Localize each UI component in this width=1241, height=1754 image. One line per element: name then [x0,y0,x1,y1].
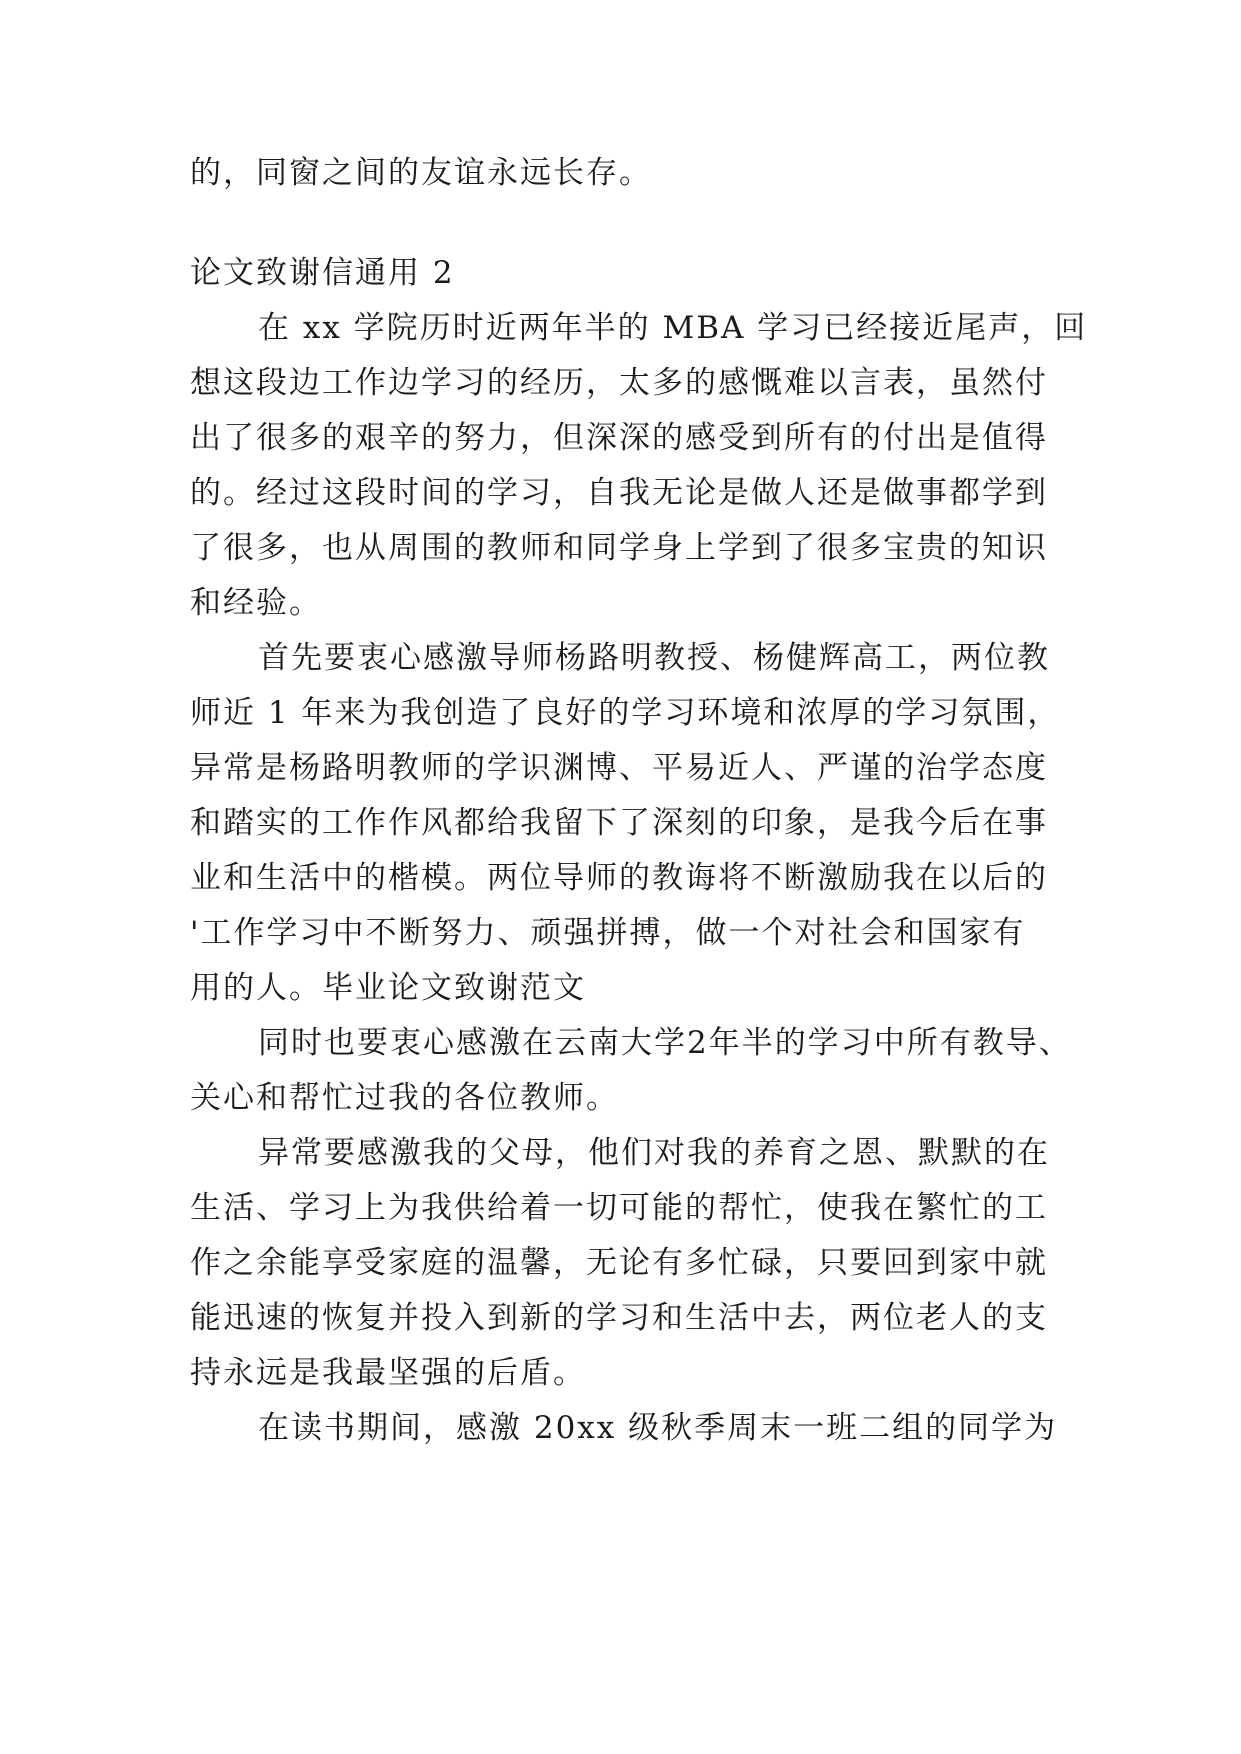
text-line: 的，同窗之间的友谊永远长存。 [190,155,652,191]
section-heading: 论文致谢信通用 2 [190,255,455,291]
text-line: 在 xx 学院历时近两年半的 MBA 学习已经接近尾声，回 [258,310,1088,346]
text-line: 生活、学习上为我供给着一切可能的帮忙，使我在繁忙的工 [190,1190,1048,1226]
text-line: '工作学习中不断努力、顽强拼搏，做一个对社会和国家有 [190,915,1026,951]
text-line: 的。经过这段时间的学习，自我无论是做人还是做事都学到 [190,475,1048,511]
text-line: 作之余能享受家庭的温馨，无论有多忙碌，只要回到家中就 [190,1245,1048,1281]
text-line: 同时也要衷心感激在云南大学2年半的学习中所有教导、 [258,1025,1072,1061]
text-line: 异常是杨路明教师的学识渊博、平易近人、严谨的治学态度 [190,750,1048,786]
text-line: 首先要衷心感激导师杨路明教授、杨健辉高工，两位教 [258,640,1050,676]
text-line: 关心和帮忙过我的各位教师。 [190,1080,619,1116]
text-line: 想这段边工作边学习的经历，太多的感慨难以言表，虽然付 [190,365,1048,401]
text-line: 师近 1 年来为我创造了良好的学习环境和浓厚的学习氛围， [190,695,1061,731]
text-line: 出了很多的艰辛的努力，但深深的感受到所有的付出是值得 [190,420,1048,456]
text-line: 持永远是我最坚强的后盾。 [190,1355,586,1391]
text-line: 能迅速的恢复并投入到新的学习和生活中去，两位老人的支 [190,1300,1048,1336]
text-line: 和经验。 [190,585,322,621]
text-line: 和踏实的工作作风都给我留下了深刻的印象，是我今后在事 [190,805,1048,841]
text-line: 业和生活中的楷模。两位导师的教诲将不断激励我在以后的 [190,860,1048,896]
text-line: 异常要感激我的父母，他们对我的养育之恩、默默的在 [258,1135,1050,1171]
text-line: 在读书期间，感激 20xx 级秋季周末一班二组的同学为 [258,1410,1058,1446]
text-line: 用的人。毕业论文致谢范文 [190,970,586,1006]
text-line: 了很多，也从周围的教师和同学身上学到了很多宝贵的知识 [190,530,1048,566]
